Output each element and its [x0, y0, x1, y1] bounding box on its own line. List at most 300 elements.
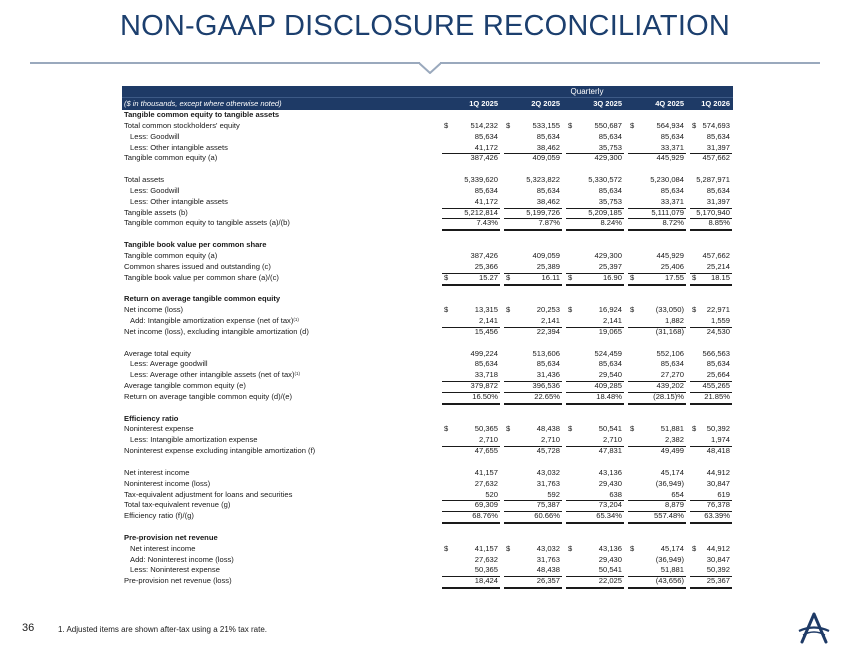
table-cell	[504, 132, 562, 143]
cell-value: 8.72%	[662, 218, 684, 228]
divider-chevron-icon	[419, 62, 441, 74]
table-cell	[690, 576, 732, 589]
table-cell	[566, 424, 624, 435]
cell-value: 25,664	[706, 370, 730, 380]
cell-value: 7.43%	[476, 218, 498, 228]
row-label: Less: Other intangible assets	[130, 196, 228, 206]
table-row	[122, 565, 733, 576]
currency-symbol: $	[444, 272, 449, 282]
table-cell	[504, 153, 562, 164]
currency-symbol: $	[506, 543, 511, 553]
table-cell	[690, 424, 732, 435]
row-label: Pre-provision net revenue (loss)	[124, 576, 232, 586]
table-cell	[442, 305, 500, 316]
currency-symbol: $	[692, 424, 697, 434]
cell-value: 457,662	[702, 153, 730, 163]
cell-value: 31,763	[536, 478, 560, 488]
currency-symbol: $	[444, 305, 449, 315]
table-cell	[628, 424, 686, 435]
cell-value: 533,155	[532, 120, 560, 130]
cell-value: 552,106	[656, 348, 684, 358]
row-label: Efficiency ratio	[124, 413, 179, 423]
cell-value: 63.39%	[704, 511, 730, 521]
table-row	[122, 327, 733, 338]
currency-symbol: $	[506, 272, 511, 282]
table-cell	[504, 121, 562, 132]
currency-symbol: $	[506, 305, 511, 315]
table-cell	[442, 468, 500, 479]
currency-symbol: $	[568, 424, 573, 434]
cell-value: 16.90	[602, 272, 622, 282]
title-divider-left	[30, 62, 420, 64]
cell-value: 20,253	[536, 305, 560, 315]
table-cell	[628, 251, 686, 262]
row-label: Tangible common equity (a)	[124, 250, 218, 260]
table-row	[122, 576, 733, 587]
row-label: Noninterest expense	[124, 424, 194, 434]
cell-value: 47,655	[474, 446, 498, 456]
spacer-row	[122, 284, 733, 295]
spacer-row	[122, 403, 733, 414]
cell-value: 31,763	[536, 554, 560, 564]
table-row	[122, 175, 733, 186]
cell-value: 2,382	[664, 435, 684, 445]
currency-symbol: $	[630, 120, 635, 130]
page-title: NON-GAAP DISCLOSURE RECONCILIATION	[120, 10, 730, 42]
title-divider-right	[440, 62, 820, 64]
row-label: Return on average tangible common equity	[124, 294, 281, 304]
cell-value: 30,847	[706, 554, 730, 564]
cell-value: 47,831	[598, 446, 622, 456]
table-cell	[690, 121, 732, 132]
cell-value: 2,141	[540, 316, 560, 326]
footnote: 1. Adjusted items are shown after-tax using a 21% tax rate.	[58, 625, 267, 634]
row-label: Efficiency ratio (f)/(g)	[124, 511, 194, 521]
table-cell	[628, 186, 686, 197]
cell-value: 8.85%	[708, 218, 730, 228]
cell-value: 50,365	[474, 565, 498, 575]
currency-symbol: $	[444, 120, 449, 130]
table-cell	[628, 305, 686, 316]
row-label: Total tax-equivalent revenue (g)	[124, 500, 231, 510]
table-row	[122, 544, 733, 555]
cell-value: 16.11	[541, 272, 560, 282]
table-cell	[504, 424, 562, 435]
table-cell	[628, 544, 686, 555]
table-cell	[566, 132, 624, 143]
cell-value: 7.87%	[538, 218, 560, 228]
table-row	[122, 186, 733, 197]
cell-value: (43,656)	[655, 576, 684, 586]
table-cell	[566, 153, 624, 164]
section-heading-row	[122, 533, 733, 544]
row-label: Add: Intangible amortization expense (net of tax)$^{(1)}$	[130, 316, 299, 326]
currency-symbol: $	[506, 120, 511, 130]
cell-value: 8,879	[664, 500, 684, 510]
table-row	[122, 479, 733, 490]
table-row	[122, 500, 733, 511]
cell-value: 2,710	[478, 435, 498, 445]
table-cell	[442, 359, 500, 370]
cell-value: 65.34%	[596, 511, 622, 521]
table-cell	[690, 555, 732, 566]
cell-value: 17.55	[664, 272, 684, 282]
cell-value: 5,287,971	[696, 175, 730, 185]
table-cell	[628, 576, 686, 589]
table-cell	[566, 121, 624, 132]
table-cell	[566, 446, 624, 457]
table-cell	[690, 544, 732, 555]
cell-value: 50,392	[706, 565, 730, 575]
cell-value: 85,634	[660, 185, 684, 195]
company-logo-icon	[796, 612, 832, 644]
spacer-row	[122, 522, 733, 533]
table-cell	[690, 359, 732, 370]
cell-value: 43,136	[598, 543, 622, 553]
cell-value: 31,436	[536, 370, 560, 380]
currency-symbol: $	[568, 120, 573, 130]
row-label: Noninterest expense excluding intangible amortization (f)	[124, 446, 316, 456]
cell-value: 85,634	[474, 185, 498, 195]
cell-value: 22,394	[536, 326, 560, 336]
table-cell	[504, 468, 562, 479]
cell-value: 26,357	[536, 576, 560, 586]
cell-value: 1,974	[710, 435, 730, 445]
table-row	[122, 316, 733, 327]
cell-value: 85,634	[660, 359, 684, 369]
cell-value: 1,559	[710, 316, 730, 326]
table-cell	[628, 175, 686, 186]
table-cell	[628, 446, 686, 457]
cell-value: 68.76%	[472, 511, 498, 521]
column-header: 2Q 2025	[531, 99, 560, 108]
cell-value: 24,530	[706, 326, 730, 336]
cell-value: 18.48%	[596, 391, 622, 401]
cell-value: 31,397	[706, 142, 730, 152]
table-cell	[566, 555, 624, 566]
quarterly-header-label: Quarterly	[570, 87, 604, 96]
column-header: 4Q 2025	[655, 99, 684, 108]
cell-value: 557.48%	[654, 511, 684, 521]
table-column-header	[122, 97, 733, 110]
cell-value: 429,300	[594, 250, 622, 260]
cell-value: 564,934	[656, 120, 684, 130]
table-row	[122, 490, 733, 501]
table-cell	[690, 251, 732, 262]
cell-value: 18,424	[474, 576, 498, 586]
cell-value: 592	[547, 489, 560, 499]
cell-value: 43,136	[598, 467, 622, 477]
cell-value: 51,881	[660, 565, 684, 575]
table-cell	[628, 479, 686, 490]
cell-value: 85,634	[706, 185, 730, 195]
cell-value: 5,323,822	[526, 175, 560, 185]
row-label: Less: Goodwill	[130, 185, 180, 195]
table-cell	[690, 349, 732, 360]
cell-value: 43,032	[536, 543, 560, 553]
cell-value: 44,912	[706, 467, 730, 477]
cell-value: 38,462	[536, 142, 560, 152]
table-row	[122, 555, 733, 566]
table-cell	[628, 132, 686, 143]
cell-value: 638	[609, 489, 622, 499]
cell-value: 2,710	[602, 435, 622, 445]
row-label: Less: Noninterest expense	[130, 565, 220, 575]
table-cell	[504, 446, 562, 457]
row-label: Net income (loss), excluding intangible amortization (d)	[124, 326, 309, 336]
table-cell	[504, 555, 562, 566]
cell-value: 50,365	[474, 424, 498, 434]
cell-value: 396,536	[532, 381, 560, 391]
cell-value: 48,438	[536, 565, 560, 575]
cell-value: 76,378	[706, 500, 730, 510]
currency-symbol: $	[692, 305, 697, 315]
cell-value: 30,847	[706, 478, 730, 488]
cell-value: 2,710	[540, 435, 560, 445]
table-cell	[690, 132, 732, 143]
cell-value: 35,753	[598, 196, 622, 206]
cell-value: 25,366	[474, 261, 498, 271]
row-label: Less: Average goodwill	[130, 359, 208, 369]
table-cell	[566, 251, 624, 262]
table-row	[122, 370, 733, 381]
table-cell	[566, 544, 624, 555]
row-label: Tangible assets (b)	[124, 207, 188, 217]
section-heading-row	[122, 240, 733, 251]
cell-value: 33,371	[660, 196, 684, 206]
cell-value: 19,065	[598, 326, 622, 336]
cell-value: 49,499	[660, 446, 684, 456]
cell-value: 25,397	[598, 261, 622, 271]
table-cell	[504, 251, 562, 262]
table-row	[122, 132, 733, 143]
table-row	[122, 262, 733, 273]
cell-value: 45,728	[536, 446, 560, 456]
cell-value: 85,634	[598, 185, 622, 195]
table-cell	[504, 349, 562, 360]
cell-value: 439,202	[656, 381, 684, 391]
table-cell	[442, 544, 500, 555]
cell-value: 27,270	[660, 370, 684, 380]
cell-value: 45,174	[660, 467, 684, 477]
table-row	[122, 359, 733, 370]
table-cell	[690, 153, 732, 164]
cell-value: 21.85%	[704, 391, 730, 401]
column-header: 1Q 2026	[701, 99, 730, 108]
table-cell	[628, 349, 686, 360]
cell-value: (28.15)%	[653, 391, 684, 401]
currency-symbol: $	[630, 543, 635, 553]
table-row	[122, 208, 733, 219]
cell-value: (36,949)	[655, 478, 684, 488]
table-cell	[690, 446, 732, 457]
cell-value: 48,438	[536, 424, 560, 434]
table-group-header	[122, 86, 733, 97]
cell-value: 85,634	[706, 359, 730, 369]
table-cell	[442, 327, 500, 338]
row-label: Common shares issued and outstanding (c)	[124, 261, 271, 271]
cell-value: 44,912	[706, 543, 730, 553]
spacer-row	[122, 338, 733, 349]
cell-value: 409,059	[532, 250, 560, 260]
footnote-marker: (1)	[294, 371, 300, 377]
table-cell	[566, 186, 624, 197]
currency-symbol: $	[692, 120, 697, 130]
cell-value: 13,315	[474, 305, 498, 315]
cell-value: 33,718	[474, 370, 498, 380]
cell-value: (31,168)	[655, 326, 684, 336]
table-row	[122, 381, 733, 392]
reconciliation-table	[122, 86, 733, 587]
table-cell	[566, 468, 624, 479]
page-number: 36	[22, 622, 35, 634]
table-cell	[628, 555, 686, 566]
table-cell	[504, 327, 562, 338]
cell-value: 619	[717, 489, 730, 499]
cell-value: 35,753	[598, 142, 622, 152]
cell-value: 50,541	[598, 565, 622, 575]
currency-symbol: $	[506, 424, 511, 434]
cell-value: 25,214	[706, 261, 730, 271]
units-note: ($ in thousands, except where otherwise noted)	[124, 99, 282, 108]
row-label: Pre-provision net revenue	[124, 532, 218, 542]
row-label: Tangible book value per common share (a)/(c)	[124, 272, 279, 282]
row-label: Tangible common equity (a)	[124, 153, 218, 163]
cell-value: 1,882	[664, 316, 684, 326]
table-cell	[566, 327, 624, 338]
table-body	[122, 110, 733, 587]
table-row	[122, 424, 733, 435]
cell-value: 29,540	[598, 370, 622, 380]
cell-value: 85,634	[536, 185, 560, 195]
cell-value: 524,459	[594, 348, 622, 358]
table-cell	[628, 327, 686, 338]
table-cell	[442, 121, 500, 132]
table-cell	[504, 305, 562, 316]
table-cell	[442, 349, 500, 360]
row-label: Tax-equivalent adjustment for loans and securities	[124, 489, 293, 499]
cell-value: 22,025	[598, 576, 622, 586]
table-cell	[566, 349, 624, 360]
row-label: Net interest income	[124, 467, 190, 477]
table-cell	[442, 251, 500, 262]
table-row	[122, 305, 733, 316]
table-cell	[690, 305, 732, 316]
table-row	[122, 468, 733, 479]
cell-value: 85,634	[474, 359, 498, 369]
table-cell	[628, 153, 686, 164]
cell-value: 27,632	[474, 554, 498, 564]
table-row	[122, 349, 733, 360]
table-cell	[504, 175, 562, 186]
cell-value: 25,406	[660, 261, 684, 271]
row-label: Add: Noninterest income (loss)	[130, 554, 234, 564]
table-cell	[442, 186, 500, 197]
currency-symbol: $	[692, 543, 697, 553]
table-cell	[566, 479, 624, 490]
cell-value: 429,300	[594, 153, 622, 163]
table-cell	[504, 359, 562, 370]
cell-value: 27,632	[474, 478, 498, 488]
cell-value: 45,174	[660, 543, 684, 553]
cell-value: 5,339,620	[464, 175, 498, 185]
cell-value: 455,265	[702, 381, 730, 391]
row-label: Total assets	[124, 175, 165, 185]
cell-value: 48,418	[706, 446, 730, 456]
currency-symbol: $	[444, 543, 449, 553]
table-cell	[566, 175, 624, 186]
section-heading-row	[122, 414, 733, 425]
table-row	[122, 446, 733, 457]
row-label: Tangible book value per common share	[124, 240, 267, 250]
row-label: Net income (loss)	[124, 305, 184, 315]
currency-symbol: $	[568, 543, 573, 553]
cell-value: 25,389	[536, 261, 560, 271]
cell-value: 445,929	[656, 250, 684, 260]
table-row	[122, 121, 733, 132]
row-label: Less: Goodwill	[130, 131, 180, 141]
table-cell	[628, 468, 686, 479]
spacer-row	[122, 229, 733, 240]
cell-value: 457,662	[702, 250, 730, 260]
cell-value: 85,634	[474, 131, 498, 141]
row-label: Total common stockholders' equity	[124, 120, 240, 130]
spacer-row	[122, 457, 733, 468]
table-row	[122, 153, 733, 164]
cell-value: 73,204	[598, 500, 622, 510]
table-cell	[442, 424, 500, 435]
currency-symbol: $	[568, 305, 573, 315]
cell-value: 5,111,079	[651, 207, 684, 217]
table-cell	[566, 305, 624, 316]
cell-value: 31,397	[706, 196, 730, 206]
row-label: Tangible common equity to tangible assets (a)/(b)	[124, 218, 290, 228]
table-cell	[442, 153, 500, 164]
row-label: Average tangible common equity (e)	[124, 381, 246, 391]
cell-value: 18.15	[710, 272, 730, 282]
table-cell	[504, 479, 562, 490]
row-label: Average total equity	[124, 348, 191, 358]
table-cell	[628, 359, 686, 370]
cell-value: 50,392	[706, 424, 730, 434]
table-cell	[442, 555, 500, 566]
cell-value: 22,971	[706, 305, 730, 315]
table-cell	[690, 327, 732, 338]
cell-value: 50,541	[598, 424, 622, 434]
cell-value: 16.50%	[472, 391, 498, 401]
cell-value: 5,199,726	[526, 207, 560, 217]
table-row	[122, 218, 733, 229]
footnote-marker: (1)	[293, 317, 299, 323]
cell-value: 5,330,572	[588, 175, 622, 185]
table-cell	[628, 121, 686, 132]
cell-value: 514,232	[470, 120, 498, 130]
row-label: Less: Other intangible assets	[130, 142, 228, 152]
currency-symbol: $	[630, 272, 635, 282]
currency-symbol: $	[444, 424, 449, 434]
table-cell	[504, 186, 562, 197]
cell-value: 85,634	[598, 359, 622, 369]
table-cell	[442, 479, 500, 490]
cell-value: 520	[485, 489, 498, 499]
cell-value: 43,032	[536, 467, 560, 477]
currency-symbol: $	[568, 272, 573, 282]
row-label: Less: Intangible amortization expense	[130, 435, 258, 445]
cell-value: 513,606	[532, 348, 560, 358]
cell-value: 25,367	[706, 576, 730, 586]
table-cell	[442, 175, 500, 186]
column-header: 1Q 2025	[469, 99, 498, 108]
